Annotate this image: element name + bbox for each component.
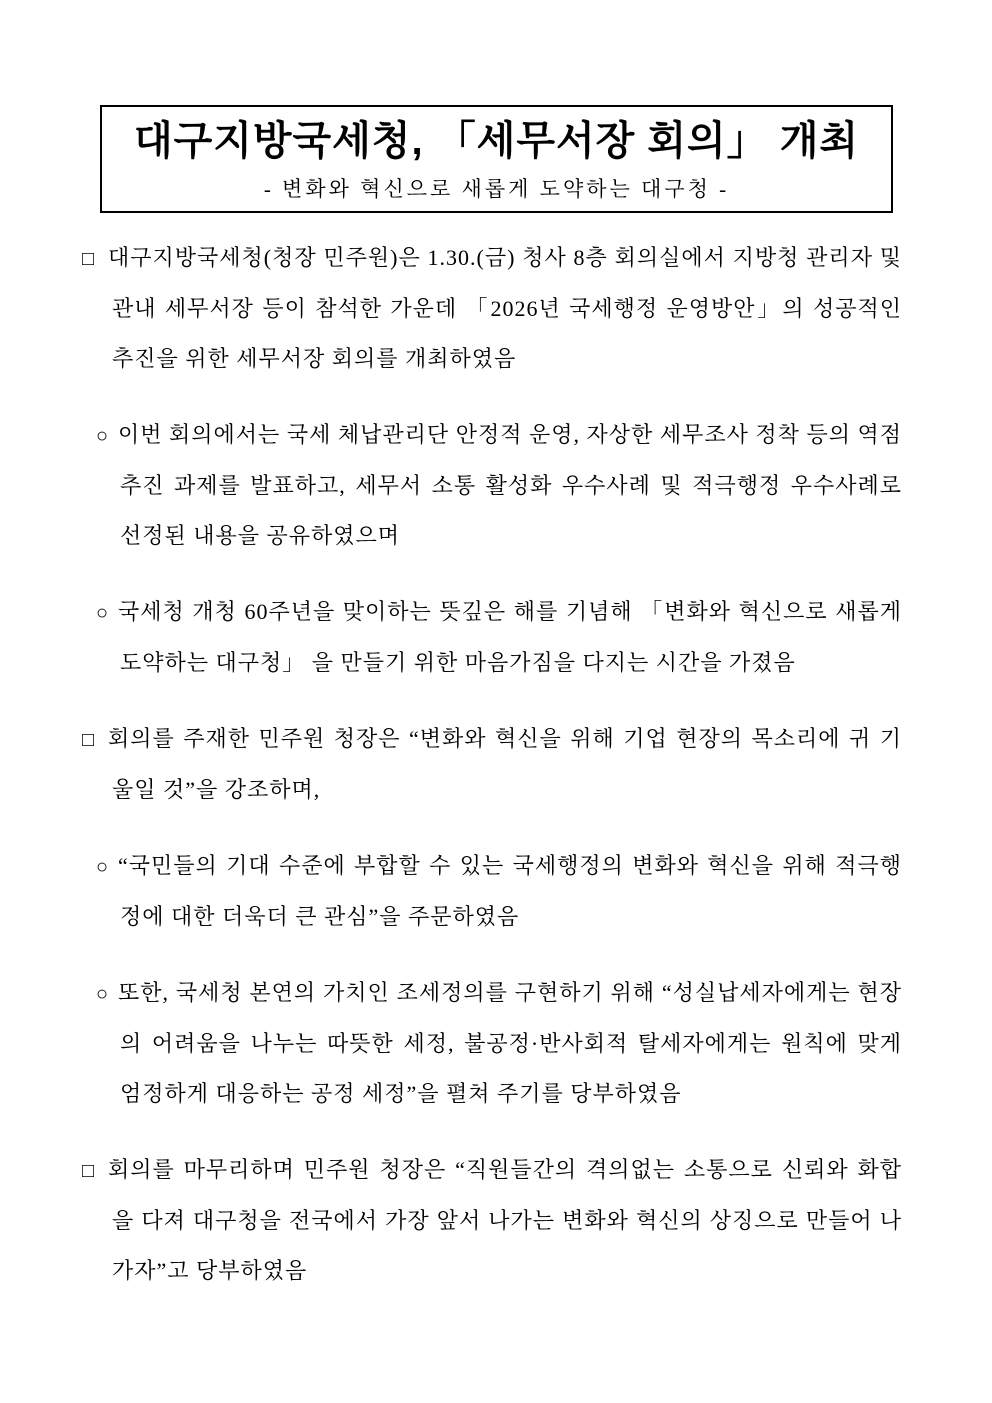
circle-bullet-marker: ○ <box>96 425 109 447</box>
document-body <box>82 233 902 1296</box>
square-bullet-marker: □ <box>82 729 95 751</box>
paragraph-3 <box>82 587 902 688</box>
paragraph-text: 회의를 마무리하며 민주원 청장은 “직원들간의 격의없는 소통으로 신뢰와 화합을 다져 대구청을 전국에서 가장 앞서 나가는 변화와 혁신의 상징으로 만들어 나가자”고 당부하였음 <box>108 1157 902 1283</box>
paragraph-text: “국민들의 기대 수준에 부합할 수 있는 국세행정의 변화와 혁신을 위해 적극행정에 대한 더욱더 큰 관심”을 주문하였음 <box>118 853 902 929</box>
document-subtitle: - 변화와 혁신으로 새롭게 도약하는 대구청 - <box>263 177 730 201</box>
square-bullet-marker: □ <box>82 1160 95 1182</box>
paragraph-2 <box>82 410 902 561</box>
circle-bullet-marker: ○ <box>96 602 109 624</box>
paragraph-text: 회의를 주재한 민주원 청장은 “변화와 혁신을 위해 기업 현장의 목소리에 귀 기울일 것”을 강조하며, <box>108 726 902 802</box>
paragraph-4 <box>82 714 902 815</box>
circle-bullet-marker: ○ <box>96 983 109 1005</box>
paragraph-text: 국세청 개청 60주년을 맞이하는 뜻깊은 해를 기념해 「변화와 혁신으로 새롭게 도약하는 대구청」 을 만들기 위한 마음가짐을 다지는 시간을 가졌음 <box>118 599 902 675</box>
paragraph-5 <box>82 841 902 942</box>
paragraph-6 <box>82 968 902 1119</box>
paragraph-7 <box>82 1145 902 1296</box>
paragraph-1 <box>82 233 902 384</box>
paragraph-text: 이번 회의에서는 국세 체납관리단 안정적 운영, 자상한 세무조사 정착 등의 역점추진 과제를 발표하고, 세무서 소통 활성화 우수사례 및 적극행정 우수사례로 선정된 내용을 공유하였으며 <box>118 422 902 548</box>
document-title: 대구지방국세청, 「세무서장 회의」 개최 <box>133 119 860 163</box>
square-bullet-marker: □ <box>82 248 95 270</box>
paragraph-text: 대구지방국세청(청장 민주원)은 1.30.(금) 청사 8층 회의실에서 지방청 관리자 및 관내 세무서장 등이 참석한 가운데 「2026년 국세행정 운영방안」의 성공적인 추진을 위한 세무서장 회의를 개최하였음 <box>108 245 902 371</box>
title-box <box>100 105 893 213</box>
circle-bullet-marker: ○ <box>96 856 109 878</box>
paragraph-text: 또한, 국세청 본연의 가치인 조세정의를 구현하기 위해 “성실납세자에게는 현장의 어려움을 나누는 따뜻한 세정, 불공정·반사회적 탈세자에게는 원칙에 맞게 엄정하게 대응하는 공정 세정”을 펼쳐 주기를 당부하였음 <box>118 980 902 1106</box>
